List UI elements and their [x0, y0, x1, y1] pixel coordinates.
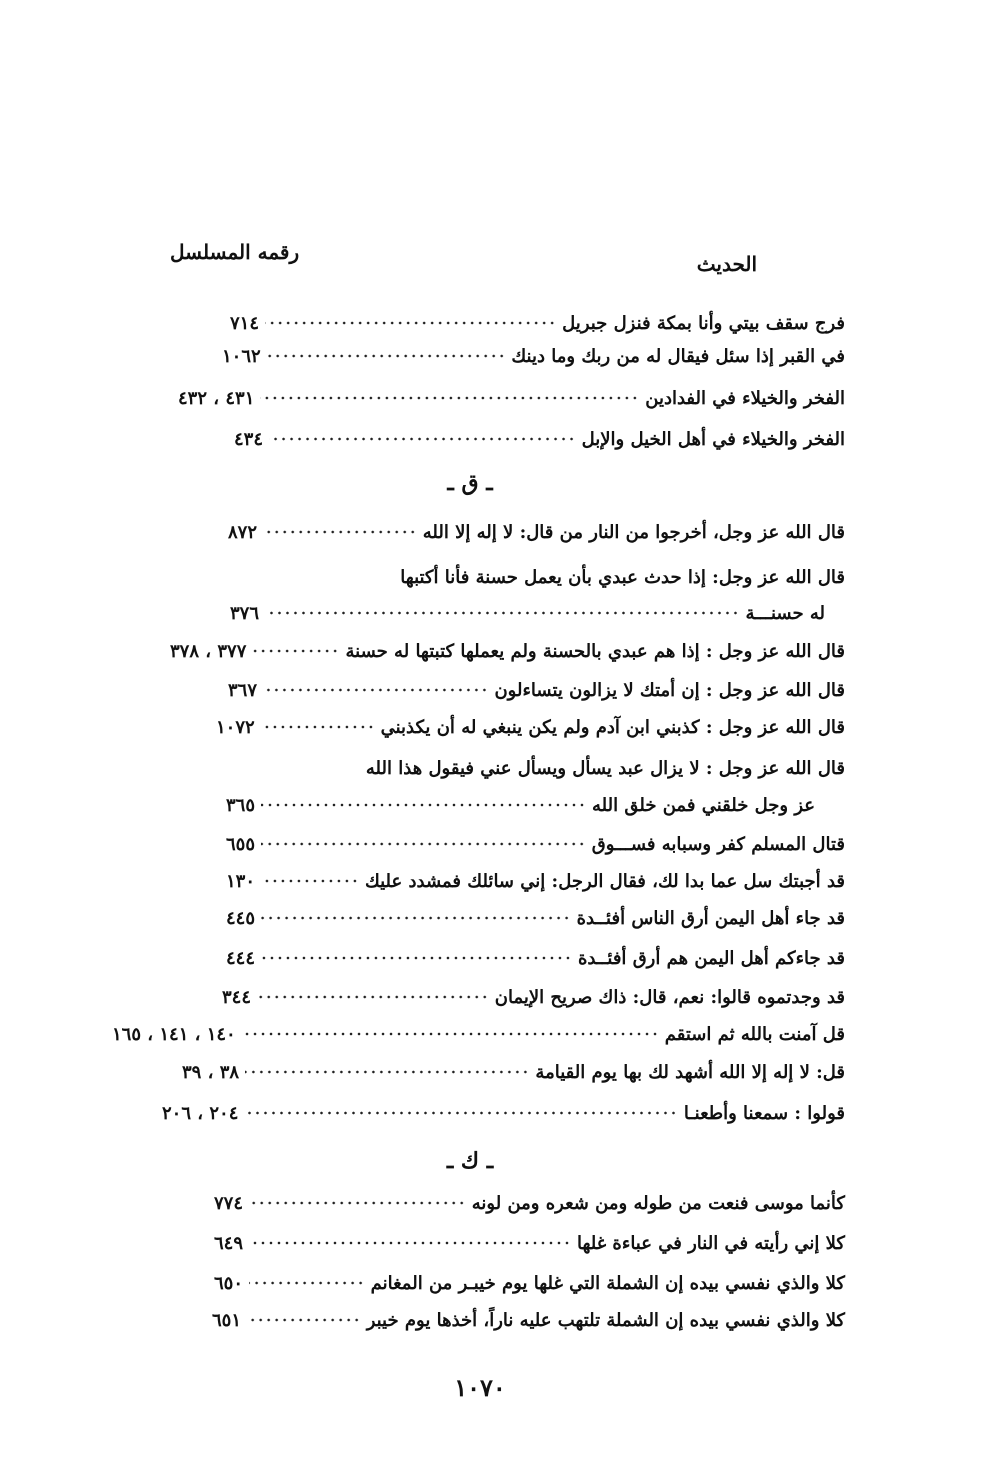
leader-dots: [261, 803, 586, 807]
entry-text: قد جاء أهل اليمن أرق الناس أفئــدة: [576, 907, 845, 929]
leader-dots: [261, 879, 359, 883]
index-entry: [228, 675, 845, 705]
entry-text: له حسنـــة: [745, 602, 825, 624]
index-entry: [112, 1019, 845, 1049]
entry-text: قل: لا إله إلا الله أشهد لك بها يوم القيامة: [535, 1061, 845, 1083]
entry-text: فرج سقف بيتي وأنا بمكة فنزل جبريل: [562, 312, 845, 334]
index-entry: [178, 383, 845, 413]
section-heading-kaf: ـ ك ـ: [446, 1148, 494, 1174]
leader-dots: [244, 1111, 678, 1115]
entry-text: كلا إني رأيته في النار في عباءة غلها: [577, 1232, 845, 1254]
entry-number: ٣٧٦: [230, 602, 260, 624]
leader-dots: [242, 1032, 659, 1036]
entry-text: عز وجل خلقني فمن خلق الله: [592, 794, 815, 816]
index-entry: [214, 1188, 845, 1218]
entry-text: قتال المسلم كفر وسبابه فســـوق: [591, 833, 845, 855]
index-entry: [226, 943, 845, 973]
index-entry: [212, 1305, 845, 1335]
entry-text: قال الله عز وجل : إذا هم عبدي بالحسنة ولم يعملها كتبتها له حسنة: [345, 640, 845, 662]
entry-number: ٣٨ ، ٣٩: [182, 1061, 240, 1083]
leader-dots: [269, 437, 576, 441]
index-entry: [228, 517, 845, 547]
index-entry: [214, 1228, 845, 1258]
entry-text: قد جاءكم أهل اليمن هم أرق أفئــدة: [577, 947, 845, 969]
entry-number: ٦٥٠: [214, 1272, 244, 1294]
entry-number: ٣٤٤: [222, 986, 252, 1008]
leader-dots: [263, 688, 488, 692]
entry-text: الفخر والخيلاء في أهل الخيل والإبل: [581, 428, 845, 450]
entry-text: الفخر والخيلاء في الفدادين: [645, 387, 845, 409]
entry-number: ٣٧٧ ، ٣٧٨: [170, 640, 247, 662]
index-entry: [182, 1057, 845, 1087]
entry-number: ٦٥٥: [226, 833, 256, 855]
entry-text: قل آمنت بالله ثم استقم: [664, 1023, 845, 1045]
leader-dots: [265, 611, 739, 615]
index-entry: [216, 712, 845, 742]
index-entry: [214, 1268, 845, 1298]
leader-dots: [261, 916, 571, 920]
entry-text: كلا والذي نفسي بيده إن الشملة التي غلها يوم خيبـر من المغانم: [370, 1272, 845, 1294]
entry-text: قال الله عز وجل: إذا حدث عبدي بأن يعمل حسنة فأنا أكتبها: [400, 566, 845, 588]
leader-dots: [263, 530, 417, 534]
entry-text: قولوا : سمعنا وأطعنـا: [683, 1102, 845, 1124]
index-entry: [230, 308, 845, 338]
entry-text: في القبر إذا سئل فيقال له من ربك وما دينك: [511, 345, 845, 367]
entry-number: ٦٤٩: [214, 1232, 244, 1254]
entry-text: قال الله عز وجل : لا يزال عبد يسأل ويسأل عني فيقول هذا الله: [365, 757, 845, 779]
leader-dots: [247, 1318, 361, 1322]
leader-dots: [245, 1070, 529, 1074]
leader-dots: [265, 321, 556, 325]
entry-text: كلا والذي نفسي بيده إن الشملة تلتهب عليه ناراً، أخذها يوم خيبر: [366, 1309, 845, 1331]
index-entry: [330, 753, 845, 783]
index-entry: [222, 982, 845, 1012]
entry-number: ٦٥١: [212, 1309, 242, 1331]
leader-dots: [257, 995, 489, 999]
column-header-serial-number: رقمه المسلسل: [170, 240, 300, 264]
leader-dots: [252, 649, 339, 653]
leader-dots: [249, 1241, 571, 1245]
entry-text: قد أجبتك سل عما بدا لك، فقال الرجل: إني سائلك فمشدد عليك: [364, 870, 845, 892]
column-header-hadith: الحديث: [696, 252, 757, 276]
index-entry-continuation: [230, 598, 825, 628]
entry-number: ٤٣٤: [234, 428, 264, 450]
index-entry: [226, 903, 845, 933]
entry-text: قد وجدتموه قالوا: نعم، قال: ذاك صريح الإيمان: [494, 986, 845, 1008]
index-entry: [226, 866, 845, 896]
entry-text: قال الله عز وجل، أخرجوا من النار من قال: لا إله إلا الله: [422, 521, 845, 543]
index-entry: [162, 1098, 845, 1128]
entry-number: ١٠٧٢: [216, 716, 255, 738]
leader-dots: [249, 1281, 365, 1285]
entry-number: ٤٣١ ، ٤٣٢: [178, 387, 255, 409]
entry-number: ٧٧٤: [214, 1192, 244, 1214]
entry-number: ٣٦٧: [228, 679, 258, 701]
page-number: ١٠٧٠: [454, 1373, 506, 1402]
entry-number: ٣٦٥: [226, 794, 256, 816]
index-entry: [234, 424, 845, 454]
entry-number: ١٣٠: [226, 870, 256, 892]
entry-number: ٤٤٤: [226, 947, 256, 969]
entry-number: ٤٤٥: [226, 907, 256, 929]
entry-number: ١٤٠ ، ١٤١ ، ١٦٥: [112, 1023, 236, 1045]
leader-dots: [267, 354, 506, 358]
index-entry: [170, 636, 845, 666]
entry-number: ٢٠٤ ، ٢٠٦: [162, 1102, 239, 1124]
index-entry: [222, 341, 845, 371]
entry-number: ١٠٦٢: [222, 345, 261, 367]
entry-text: قال الله عز وجل : كذبني ابن آدم ولم يكن ينبغي له أن يكذبني: [380, 716, 845, 738]
entry-number: ٧١٤: [230, 312, 260, 334]
leader-dots: [261, 725, 375, 729]
section-heading-qaf: ـ ق ـ: [447, 470, 493, 496]
leader-dots: [249, 1201, 466, 1205]
leader-dots: [260, 396, 639, 400]
leader-dots: [261, 842, 586, 846]
index-entry-continuation: [226, 790, 815, 820]
entry-number: ٨٧٢: [228, 521, 258, 543]
entry-text: قال الله عز وجل : إن أمتك لا يزالون يتساءلون: [494, 679, 845, 701]
index-entry: [360, 562, 845, 592]
entry-text: كأنما موسى فنعت من طوله ومن شعره ومن لونه: [471, 1192, 845, 1214]
leader-dots: [261, 956, 572, 960]
index-entry: [226, 829, 845, 859]
